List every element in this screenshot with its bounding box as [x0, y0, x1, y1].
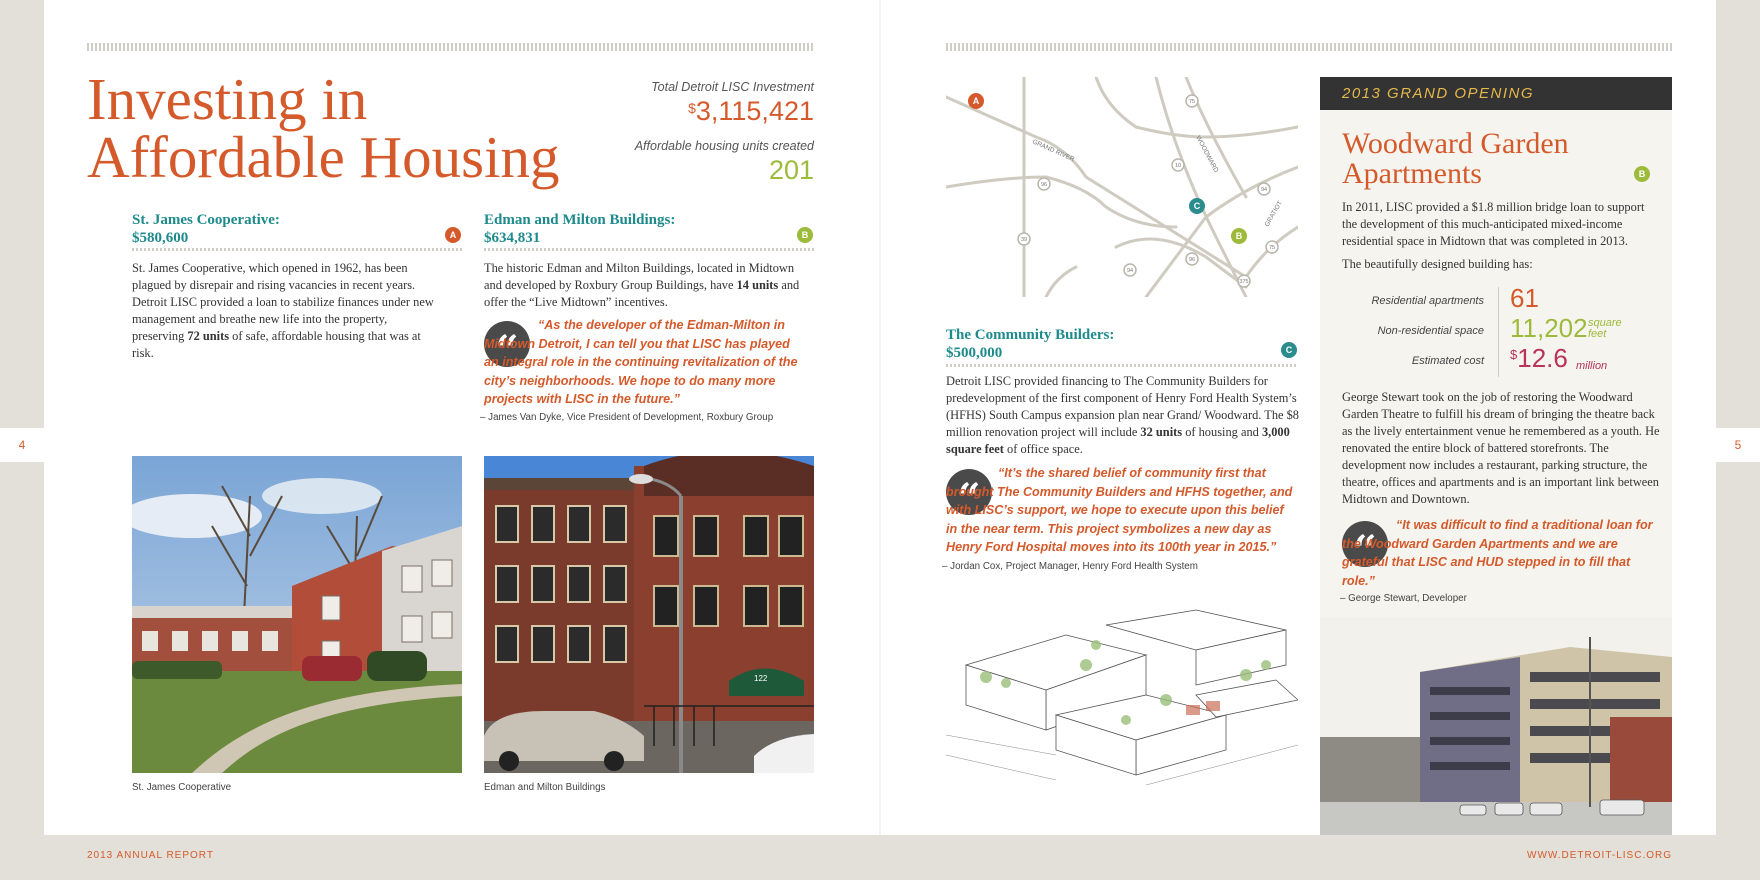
spec-label-cost: Estimated cost — [1411, 355, 1484, 367]
map-marker-c[interactable]: C — [1189, 198, 1205, 214]
edman-units: 14 units — [736, 278, 779, 292]
left-top-rule — [87, 43, 814, 51]
community-body — [946, 373, 1302, 458]
edman-photo — [484, 456, 814, 773]
community-quote: “It’s the shared belief of community first that brought The Community Builders and HFHS together, and with LISC’s support, we hope to execute upon this belief in the near term. This project symbolizes a new day as Henry Ford Hospital moves into its 100th year in 2015.” — [946, 466, 1293, 554]
community-sqft: 3,000 square feet — [946, 425, 1290, 456]
spec-label-nonresidential: Non-residential space — [1377, 325, 1484, 337]
investment-label: Total Detroit LISC Investment — [651, 80, 814, 94]
spec-cost-amount: 12.6 — [1517, 343, 1568, 373]
sidebar-marker-b: B — [1634, 166, 1650, 182]
footer-website-link[interactable]: WWW.DETROIT-LISC.ORG — [1527, 850, 1672, 861]
edman-caption: Edman and Milton Buildings — [484, 782, 606, 793]
edman-body-1: The historic Edman and Milton Buildings, located in Midtown and developed by Roxbury Group Buildings, have — [484, 261, 795, 292]
edman-body — [484, 260, 814, 311]
map-highway-label: 10 — [1174, 163, 1182, 169]
investment-value — [688, 96, 814, 127]
spec-unit-line-2: feet — [1588, 328, 1607, 340]
community-rule — [946, 364, 1298, 367]
units-value: 201 — [768, 155, 814, 185]
sidebar-title — [1342, 129, 1569, 189]
page-title — [87, 66, 627, 190]
units-label: Affordable housing units created — [634, 139, 814, 153]
edman-quote: “As the developer of the Edman-Milton in Midtown Detroit, I can tell you that LISC has played an integral role in the continuing revitalization of the city’s neighborhoods. We hope to do many more projects with LISC in the future.” — [484, 318, 798, 406]
st-james-title: St. James Cooperative: — [132, 212, 280, 228]
st-james-units: 72 units — [187, 329, 230, 343]
sidebar-banner: 2013 GRAND OPENING — [1320, 77, 1672, 110]
spec-value-cost — [1510, 343, 1568, 374]
awning-number: 122 — [754, 674, 768, 683]
location-map — [946, 77, 1298, 297]
map-street-label: WOODWARD — [1194, 134, 1220, 174]
community-units: 32 units — [1140, 425, 1183, 439]
st-james-body — [132, 260, 442, 362]
edman-quote-attribution: – James Van Dyke, Vice President of Development, Roxbury Group — [480, 412, 774, 423]
community-body-2: of housing and — [1182, 425, 1262, 439]
grand-opening-sidebar — [1320, 77, 1672, 835]
investment-amount: 3,115,421 — [695, 96, 814, 126]
spec-cost-prefix: $ — [1510, 347, 1518, 362]
st-james-body-2: of safe, affordable housing that was at risk. — [132, 329, 421, 360]
community-quote-attribution: – Jordan Cox, Project Manager, Henry Ford Health System — [942, 561, 1198, 572]
sidebar-lead: The beautifully designed building has: — [1342, 257, 1533, 271]
st-james-photo — [132, 456, 462, 773]
map-street-label: GRAND RIVER — [1031, 138, 1076, 164]
map-street-label: GRATIOT — [1263, 199, 1284, 228]
spec-value-apartments: 61 — [1510, 283, 1539, 313]
woodward-garden-photo — [1320, 617, 1672, 835]
sidebar-quote: “It was difficult to find a traditional loan for the Woodward Garden Apartments and we are grateful that LISC and HUD stepped in to fill that role.” — [1342, 518, 1653, 588]
community-title: The Community Builders: — [946, 327, 1115, 343]
footer-annual-report: 2013 ANNUAL REPORT — [87, 850, 214, 861]
spec-unit-line-1: square — [1588, 317, 1622, 329]
title-line-2: Affordable Housing — [87, 124, 560, 190]
spec-label-apartments: Residential apartments — [1371, 295, 1484, 307]
campus-sketch-illustration — [946, 605, 1298, 790]
st-james-heading — [132, 211, 280, 247]
st-james-amount: $580,600 — [132, 230, 189, 246]
spec-unit-million: million — [1576, 360, 1608, 372]
map-highway-label: 94 — [1126, 268, 1134, 274]
map-highway-label: 75 — [1188, 99, 1196, 105]
quote-icon: “ — [946, 469, 992, 515]
edman-amount: $634,831 — [484, 230, 541, 246]
community-amount: $500,000 — [946, 345, 1003, 361]
marker-c: C — [1281, 342, 1297, 358]
page-spine — [879, 0, 881, 835]
sidebar-quote-attribution: – George Stewart, Developer — [1340, 593, 1467, 604]
title-line-1: Investing in — [87, 66, 368, 132]
community-body-1: Detroit LISC provided financing to The Community Builders for predevelopment of the first component of Henry Ford Health System’s (HFHS) South Campus expansion plan near Grand/ Woodward. The $8 million renovation project will include — [946, 374, 1300, 439]
left-page-number: 4 — [0, 428, 44, 462]
quote-icon: “ — [1342, 521, 1388, 567]
map-highway-label: 96 — [1040, 182, 1048, 188]
st-james-caption: St. James Cooperative — [132, 782, 232, 793]
map-highway-label: 39 — [1020, 237, 1028, 243]
community-heading — [946, 326, 1114, 362]
edman-heading — [484, 211, 675, 247]
map-highway-label: 96 — [1188, 257, 1196, 263]
st-james-body-1: St. James Cooperative, which opened in 1962, has been plagued by disrepair and rising vacancies in recent years. Detroit LISC provided a loan to stabilize finances under new management and breathe new life into the property, preserving — [132, 261, 434, 343]
st-james-rule — [132, 248, 462, 251]
sidebar-intro: In 2011, LISC provided a $1.8 million bridge loan to support the development of this much-anticipated mixed-income residential space in Midtown that was completed in 2013. — [1342, 200, 1645, 248]
community-body-3: of office space. — [1003, 442, 1083, 456]
right-top-rule — [946, 43, 1672, 51]
investment-stats — [560, 78, 814, 188]
map-highway-label: 94 — [1260, 187, 1268, 193]
edman-title: Edman and Milton Buildings: — [484, 212, 676, 228]
map-highway-label: 375 — [1239, 279, 1249, 285]
quote-icon: “ — [484, 321, 530, 367]
edman-rule — [484, 248, 814, 251]
sidebar-title-line-1: Woodward Garden — [1342, 127, 1569, 160]
marker-a: A — [445, 227, 461, 243]
map-highway-label: 75 — [1268, 245, 1276, 251]
edman-body-2: and offer the “Live Midtown” incentives. — [484, 278, 800, 309]
sidebar-body: George Stewart took on the job of restoring the Woodward Garden Theatre to fulfill his dream of bringing the theatre back as the lively entertainment venue he remembered as a youth. He renovated the entire block of battered storefronts. The development now includes a restaurant, parking structure, the theatre, offices and apartments and is an important link between Midtown and Downtown. — [1342, 390, 1660, 506]
spec-value-nonresidential: 11,202 — [1510, 313, 1588, 343]
map-marker-a[interactable]: A — [968, 93, 984, 109]
right-page-number: 5 — [1716, 428, 1760, 462]
spec-unit-square-feet — [1588, 318, 1622, 340]
sidebar-title-line-2: Apartments — [1342, 157, 1482, 190]
map-marker-b[interactable]: B — [1231, 228, 1247, 244]
currency-symbol: $ — [688, 100, 696, 116]
spec-divider — [1498, 287, 1499, 377]
marker-b: B — [797, 227, 813, 243]
